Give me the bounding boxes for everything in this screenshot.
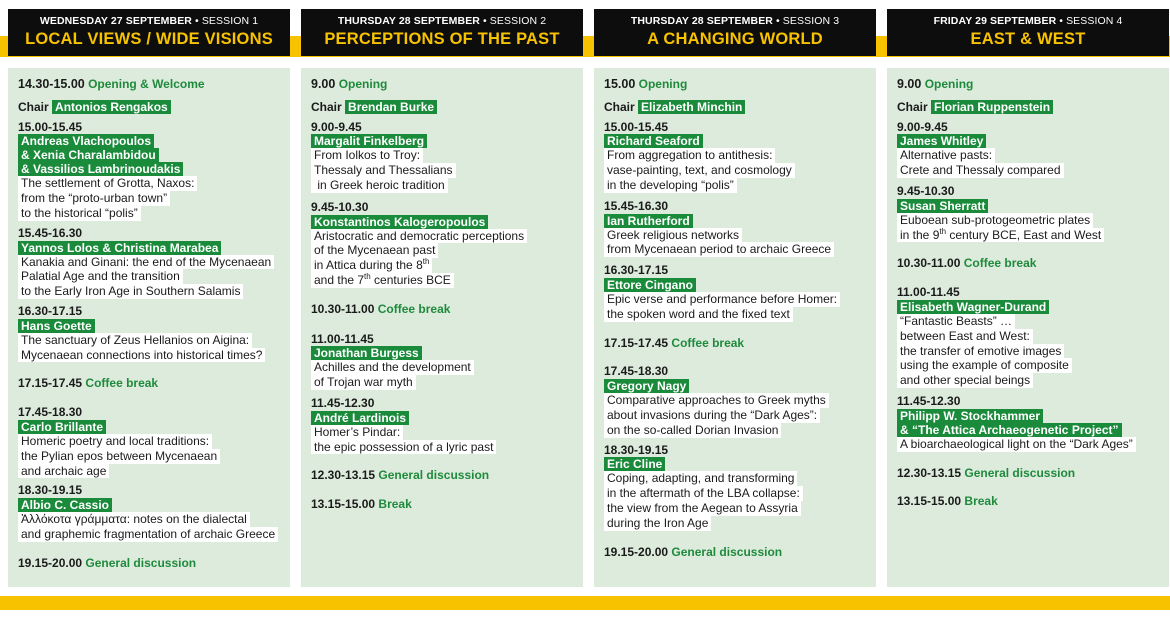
chair-name: Elizabeth Minchin — [638, 100, 745, 114]
session-header: WEDNESDAY 27 SEPTEMBER • SESSION 1 LOCAL VIEWS / WIDE VISIONS — [8, 9, 290, 56]
bottom-yellow-band — [0, 596, 1170, 610]
talk-title-line: and other special beings — [897, 373, 1033, 388]
discussion-label: General discussion — [378, 468, 490, 483]
break-time: 10.30-11.00 — [897, 256, 961, 271]
talk-title-line: Alternative pasts: — [897, 148, 995, 163]
talk-time: 9.45-10.30 — [311, 199, 369, 214]
session-number: SESSION 1 — [201, 15, 259, 27]
talk-title-line: of the Mycenaean past — [311, 243, 438, 258]
break-label: Coffee break — [963, 256, 1037, 271]
chair-name: Florian Ruppenstein — [931, 100, 1053, 114]
talk-title-line: Aristocratic and democratic perceptions — [311, 229, 527, 244]
session-day: THURSDAY 28 SEPTEMBER — [630, 15, 773, 27]
break-time: 17.15-17.45 — [604, 335, 669, 350]
talk-time: 16.30-17.15 — [604, 263, 669, 278]
session-panel — [887, 68, 1169, 587]
talk-time: 15.00-15.45 — [604, 119, 669, 134]
session-panel — [301, 68, 583, 587]
opening-label: Opening — [638, 77, 688, 91]
talk-title-line: to the Early Iron Age in Southern Salamis — [18, 284, 243, 299]
break-label: Coffee break — [85, 376, 159, 391]
speaker-name: Ettore Cingano — [604, 278, 696, 292]
speaker-name: Andreas Vlachopoulos — [18, 134, 154, 148]
session-panel — [594, 68, 876, 587]
break-label: Break — [964, 494, 998, 509]
talk-title-line: vase-painting, text, and cosmology — [604, 163, 795, 178]
opening-label: Opening & Welcome — [88, 77, 205, 91]
break-time: 13.15-15.00 — [897, 494, 962, 509]
talk-title-line: Achilles and the development — [311, 360, 474, 375]
talk-title-line: and graphemic fragmentation of archaic Greece — [18, 527, 278, 542]
session-day: FRIDAY 29 SEPTEMBER — [933, 15, 1057, 27]
chair-label: Chair — [604, 99, 635, 114]
talk-time: 15.45-16.30 — [604, 198, 669, 213]
talk-title-line: Greek religious networks — [604, 228, 742, 243]
talk-time: 9.45-10.30 — [897, 183, 955, 198]
session-header: THURSDAY 28 SEPTEMBER • SESSION 3 A CHANGING WORLD — [594, 9, 876, 56]
talk-time: 9.00-9.45 — [311, 119, 362, 134]
talk-title-line: in the 9th century BCE, East and West — [897, 228, 1104, 243]
speaker-name: Margalit Finkelberg — [311, 134, 427, 148]
session-number: SESSION 2 — [489, 15, 547, 27]
talk-title-line: Kanakia and Ginani: the end of the Mycenaean — [18, 255, 274, 270]
opening-time: 9.00 — [311, 77, 336, 91]
break-time: 10.30-11.00 — [311, 301, 375, 316]
session-title: A CHANGING WORLD — [647, 30, 823, 48]
talk-title-line: Homer’s Pindar: — [311, 425, 403, 440]
session-title: EAST & WEST — [970, 30, 1086, 48]
talk-title-line: the spoken word and the fixed text — [604, 307, 793, 322]
speaker-name: Elisabeth Wagner-Durand — [897, 300, 1049, 314]
talk-title-line: the epic possession of a lyric past — [311, 440, 496, 455]
talk-title-line: Euboean sub-protogeometric plates — [897, 213, 1093, 228]
talk-title-line: Mycenaean connections into historical times? — [18, 348, 265, 363]
chair-label: Chair — [311, 99, 342, 114]
opening-label: Opening — [924, 77, 974, 91]
discussion-time: 12.30-13.15 — [897, 465, 962, 480]
session-title: PERCEPTIONS OF THE PAST — [324, 30, 560, 48]
talk-title-line: “Fantastic Beasts” … — [897, 314, 1015, 329]
talk-title-line: in Attica during the 8th — [311, 258, 432, 273]
talk-title-line: from the “proto-urban town” — [18, 191, 170, 206]
speaker-name: Konstantinos Kalogeropoulos — [311, 215, 488, 229]
discussion-time: 12.30-13.15 — [311, 468, 376, 483]
talk-title-line: in the developing “polis” — [604, 178, 737, 193]
talk-title-line: about invasions during the “Dark Ages”: — [604, 408, 820, 423]
talk-time: 18.30-19.15 — [18, 483, 83, 498]
session-title: LOCAL VIEWS / WIDE VISIONS — [25, 30, 273, 48]
talk-time: 15.00-15.45 — [18, 119, 83, 134]
talk-title-line: in the aftermath of the LBA collapse: — [604, 486, 803, 501]
talk-time: 11.00-11.45 — [311, 331, 374, 346]
opening-time: 15.00 — [604, 77, 636, 91]
discussion-label: General discussion — [964, 465, 1076, 480]
speaker-name: Albio C. Cassio — [18, 498, 112, 512]
talk-title-line: and the 7th centuries BCE — [311, 273, 454, 288]
talk-time: 17.45-18.30 — [604, 364, 669, 379]
talk-time: 11.45-12.30 — [311, 395, 375, 410]
talk-title-line: Homeric poetry and local traditions: — [18, 434, 212, 449]
speaker-name: Hans Goette — [18, 319, 95, 333]
talk-title-line: Palatial Age and the transition — [18, 269, 183, 284]
talk-time: 11.00-11.45 — [897, 285, 960, 300]
session-panel — [8, 68, 290, 587]
talk-title-line: the transfer of emotive images — [897, 344, 1064, 359]
speaker-name: Ian Rutherford — [604, 214, 693, 228]
talk-title-line: Coping, adapting, and transforming — [604, 471, 797, 486]
speaker-name: Carlo Brillante — [18, 420, 106, 434]
speaker-name: Susan Sherratt — [897, 199, 988, 213]
session-header: THURSDAY 28 SEPTEMBER • SESSION 2 PERCEPTIONS OF THE PAST — [301, 9, 583, 56]
talk-title-line: Ἀλλόκοτα γράμματα: notes on the dialectal — [18, 512, 250, 527]
talk-title-line: the Pylian epos between Mycenaean — [18, 449, 220, 464]
opening-label: Opening — [338, 77, 388, 91]
talk-title-line: on the so-called Dorian Invasion — [604, 423, 781, 438]
talk-title-line: to the historical “polis” — [18, 206, 141, 221]
talk-time: 17.45-18.30 — [18, 405, 83, 420]
break-time: 17.15-17.45 — [18, 376, 83, 391]
talk-title-line: Comparative approaches to Greek myths — [604, 393, 829, 408]
speaker-name: André Lardinois — [311, 411, 409, 425]
talk-time: 11.45-12.30 — [897, 393, 961, 408]
discussion-label: General discussion — [85, 555, 197, 570]
talk-title-line: using the example of composite — [897, 358, 1072, 373]
talk-title-line: Crete and Thessaly compared — [897, 163, 1064, 178]
speaker-name: & “The Attica Archaeogenetic Project” — [897, 423, 1122, 437]
talk-title-line: between East and West: — [897, 329, 1033, 344]
break-time: 13.15-15.00 — [311, 497, 376, 512]
talk-title-line: and archaic age — [18, 464, 109, 479]
talk-title-line: The sanctuary of Zeus Hellanios on Aigina: — [18, 333, 252, 348]
session-header: FRIDAY 29 SEPTEMBER • SESSION 4 EAST & WEST — [887, 9, 1169, 56]
speaker-name: Richard Seaford — [604, 134, 703, 148]
session-day: WEDNESDAY 27 SEPTEMBER — [39, 15, 192, 27]
talk-title-line: during the Iron Age — [604, 516, 711, 531]
talk-title-line: From aggregation to antithesis: — [604, 148, 775, 163]
talk-title-line: Epic verse and performance before Homer: — [604, 292, 840, 307]
session-day: THURSDAY 28 SEPTEMBER — [337, 15, 480, 27]
speaker-name: & Xenia Charalambidou — [18, 148, 159, 162]
chair-name: Antonios Rengakos — [52, 100, 171, 114]
talk-title-line: Thessaly and Thessalians — [311, 163, 456, 178]
break-label: Coffee break — [377, 301, 451, 316]
talk-title-line: the view from the Aegean to Assyria — [604, 501, 801, 516]
talk-time: 15.45-16.30 — [18, 225, 83, 240]
break-label: Coffee break — [671, 335, 745, 350]
chair-label: Chair — [18, 99, 49, 114]
talk-time: 16.30-17.15 — [18, 303, 83, 318]
talk-time: 18.30-19.15 — [604, 442, 669, 457]
opening-time: 14.30-15.00 — [18, 77, 85, 91]
discussion-time: 19.15-20.00 — [604, 544, 669, 559]
talk-title-line: From Iolkos to Troy: — [311, 148, 423, 163]
speaker-name: Jonathan Burgess — [311, 346, 422, 360]
talk-title-line: from Mycenaean period to archaic Greece — [604, 242, 834, 257]
speaker-name: Philipp W. Stockhammer — [897, 409, 1043, 423]
opening-time: 9.00 — [897, 77, 922, 91]
speaker-name: & Vassilios Lambrinoudakis — [18, 162, 183, 176]
talk-time: 9.00-9.45 — [897, 119, 948, 134]
talk-title-line: of Trojan war myth — [311, 375, 416, 390]
speaker-name: Eric Cline — [604, 457, 665, 471]
talk-title-line: A bioarchaeological light on the “Dark Ages” — [897, 437, 1136, 452]
talk-title-line: in Greek heroic tradition — [311, 178, 448, 193]
chair-name: Brendan Burke — [345, 100, 437, 114]
discussion-label: General discussion — [671, 544, 783, 559]
session-number: SESSION 4 — [1066, 15, 1123, 27]
session-number: SESSION 3 — [782, 15, 840, 27]
chair-label: Chair — [897, 99, 928, 114]
talk-title-line: The settlement of Grotta, Naxos: — [18, 176, 197, 191]
discussion-time: 19.15-20.00 — [18, 555, 83, 570]
break-label: Break — [378, 497, 412, 512]
speaker-name: James Whitley — [897, 134, 986, 148]
speaker-name: Gregory Nagy — [604, 379, 689, 393]
speaker-name: Yannos Lolos & Christina Marabea — [18, 241, 221, 255]
